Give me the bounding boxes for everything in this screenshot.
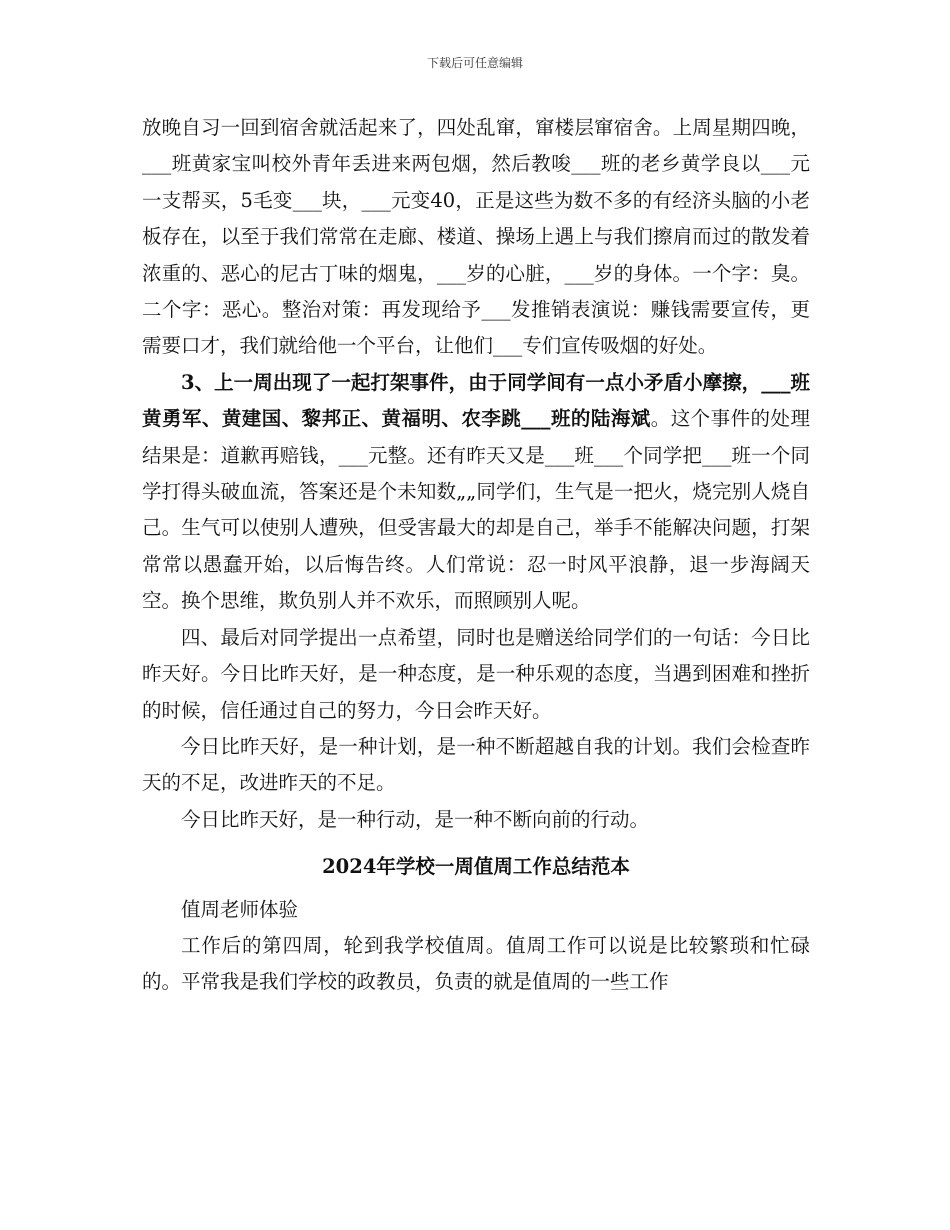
paragraph-smoking: 放晚自习一回到宿舍就活起来了，四处乱窜，窜楼层窜宿舍。上周星期四晚，___班黄家宝叫校外青年丢进来两包烟，然后教唆___班的老乡黄学良以___元一支帮买，5毛变___块，___元变40，正是这些为数不多的有经济头脑的小老板存在，以至于我们常常在走廊、楼道、操场上遇上与我们擦肩而过的散发着浓重的、恶心的尼古丁味的烟鬼，___岁的心脏，___岁的身体。一个字：臭。二个字：恶心。整治对策：再发现给予___发推销表演说：赚钱需要宣传，更需要口才，我们就给他一个平台，让他们___专们宣传吸烟的好处。 (142, 116, 810, 358)
paragraph-teacher-experience: 值周老师体验 (181, 897, 299, 921)
paragraph-fight (142, 365, 810, 620)
paragraph-hope: 四、最后对同学提出一点希望，同时也是赠送给同学们的一句话：今日比昨天好。今日比昨天好，是一种态度，是一种乐观的态度，当遇到困难和挫折的时候，信任通过自己的努力，今日会昨天好。 (142, 625, 810, 722)
paragraph-fight-rest: 。这个事件的处理结果是：道歉再赔钱，___元整。还有昨天又是___班___个同学把___班一个同学打得头破血流，答案还是个未知数„„同学们，生气是一把火，烧完别人烧自己。生气可以使别人遭殃，但受害最大的却是自己，举手不能解决问题，打架常常以愚蠢开始，以后悔告终。人们常说：忍一时风平浪静，退一步海阔天空。换个思维，欺负别人并不欢乐，而照顾别人呢。 (142, 407, 810, 613)
paragraph-action: 今日比昨天好，是一种行动，是一种不断向前的行动。 (181, 807, 650, 831)
section-title: 2024年学校一周值周工作总结范本 (322, 855, 630, 879)
paragraph-fourth-week: 工作后的第四周，轮到我学校值周。值周工作可以说是比较繁琐和忙碌的。平常我是我们学校的政教员，负责的就是值周的一些工作 (142, 933, 810, 994)
page-header: 下载后可任意编辑 (426, 56, 523, 70)
paragraph-fight-bold: 3、上一周出现了一起打架事件，由于同学间有一点小矛盾小摩擦，___班黄勇军、黄建国、黎邦正、黄福明、农李跳___班的陆海斌 (142, 370, 810, 431)
document-body (142, 110, 810, 1001)
paragraph-plan: 今日比昨天好，是一种计划，是一种不断超越自我的计划。我们会检查昨天的不足，改进昨天的不足。 (142, 734, 810, 795)
